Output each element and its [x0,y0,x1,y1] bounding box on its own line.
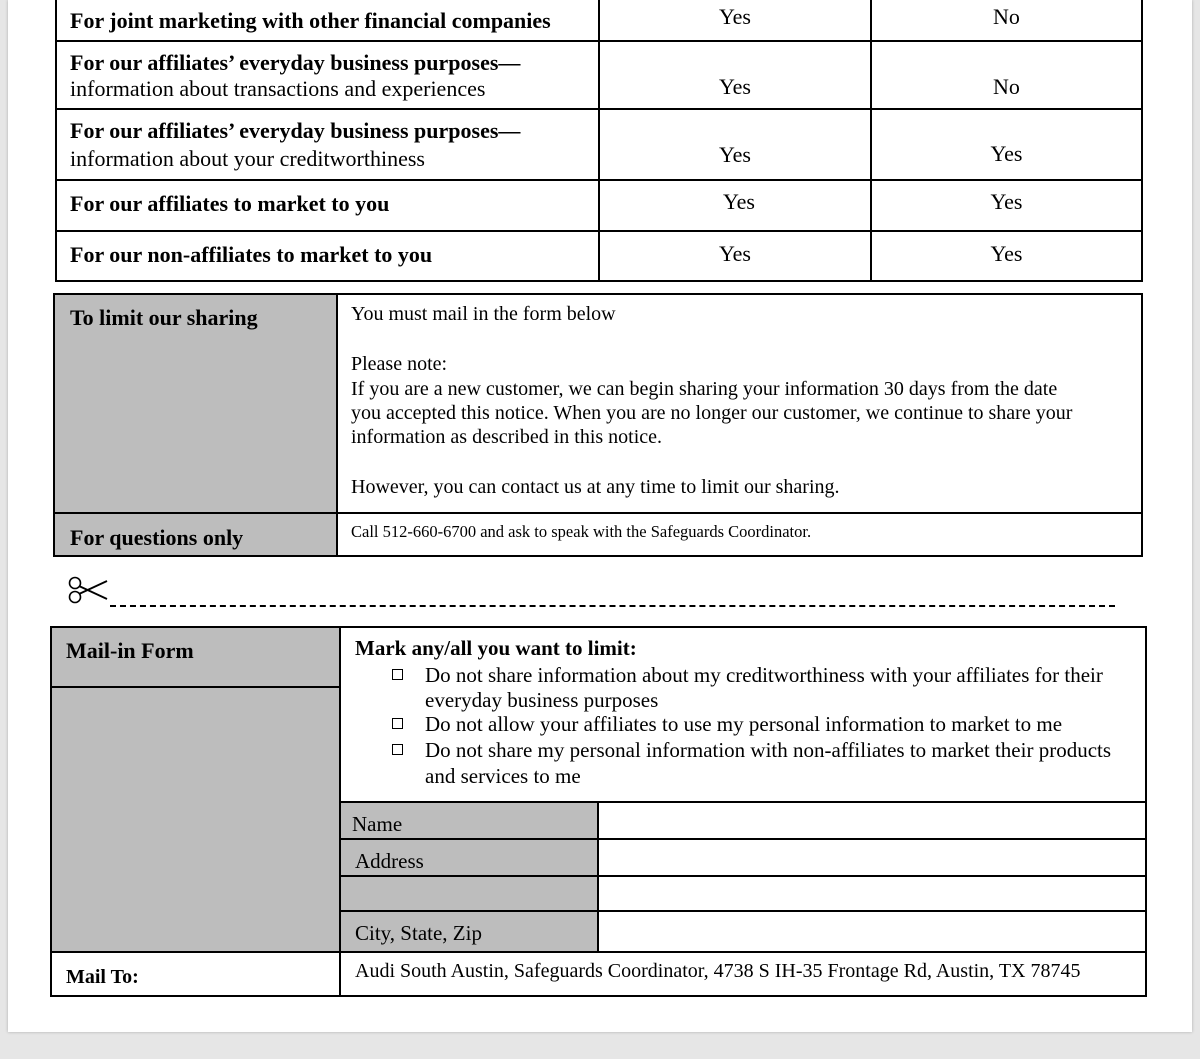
mark-heading: Mark any/all you want to limit: [355,636,637,660]
table-row-reason: For our affiliates to market to you [70,191,390,216]
table-row-reason: For joint marketing with other financial companies [70,8,551,33]
share-value: Yes [718,4,751,29]
note-heading: Please note: [351,353,448,375]
city-state-zip-input[interactable] [600,912,1143,950]
cut-line [110,605,1115,607]
name-input[interactable] [600,803,1143,837]
note-text: you accepted this notice. When you are no longer our customer, we continue to share your [351,402,1073,424]
however-text: However, you can contact us at any time to limit our sharing. [351,476,840,498]
limit-value: Yes [990,241,1023,266]
limit-value: No [993,4,1020,29]
note-text: If you are a new customer, we can begin sharing your information 30 days from the date [351,378,1058,400]
table-row-reason-detail: information about your creditworthiness [70,146,425,171]
name-field-label: Name [352,812,403,836]
scissors-icon [66,572,110,606]
limit-value: No [993,74,1020,99]
mail-to-label: Mail To: [66,966,139,988]
option-label: everyday business purposes [425,688,659,712]
option-checkbox[interactable] [392,718,403,729]
name-field[interactable] [600,840,1143,874]
table-row-reason: For our affiliates’ everyday business purposes— [70,118,521,143]
table-row-reason-detail: information about transactions and experiences [70,76,486,101]
note-text: information as described in this notice. [351,426,663,448]
share-value: Yes [718,241,751,266]
mail-in-form-label: Mail-in Form [66,638,194,663]
limit-instruction: You must mail in the form below [351,303,616,325]
option-label: Do not share information about my creditworthiness with your affiliates for their [425,663,1103,687]
questions-label: For questions only [70,525,244,550]
mail-to-address: Audi South Austin, Safeguards Coordinator, 4738 S IH-35 Frontage Rd, Austin, TX 78745 [355,960,1081,982]
option-label: and services to me [425,764,581,788]
limit-value: Yes [990,141,1023,166]
table-row-reason: For our affiliates’ everyday business purposes— [70,50,521,75]
share-value: Yes [718,74,751,99]
limit-value: Yes [990,189,1023,214]
document-page [8,0,1192,1032]
option-checkbox[interactable] [392,744,403,755]
address-field-label: Address [355,849,424,873]
option-checkbox[interactable] [392,669,403,680]
city-state-zip-label: City, State, Zip [355,921,482,945]
share-value: Yes [718,142,751,167]
questions-text: Call 512-660-6700 and ask to speak with the Safeguards Coordinator. [351,522,812,541]
address-input[interactable] [600,877,1143,909]
limit-sharing-label: To limit our sharing [70,305,258,330]
option-label: Do not allow your affiliates to use my personal information to market to me [425,712,1063,736]
share-value: Yes [722,189,755,214]
option-label: Do not share my personal information with non-affiliates to market their products [425,738,1112,762]
table-row-reason: For our non-affiliates to market to you [70,242,433,267]
